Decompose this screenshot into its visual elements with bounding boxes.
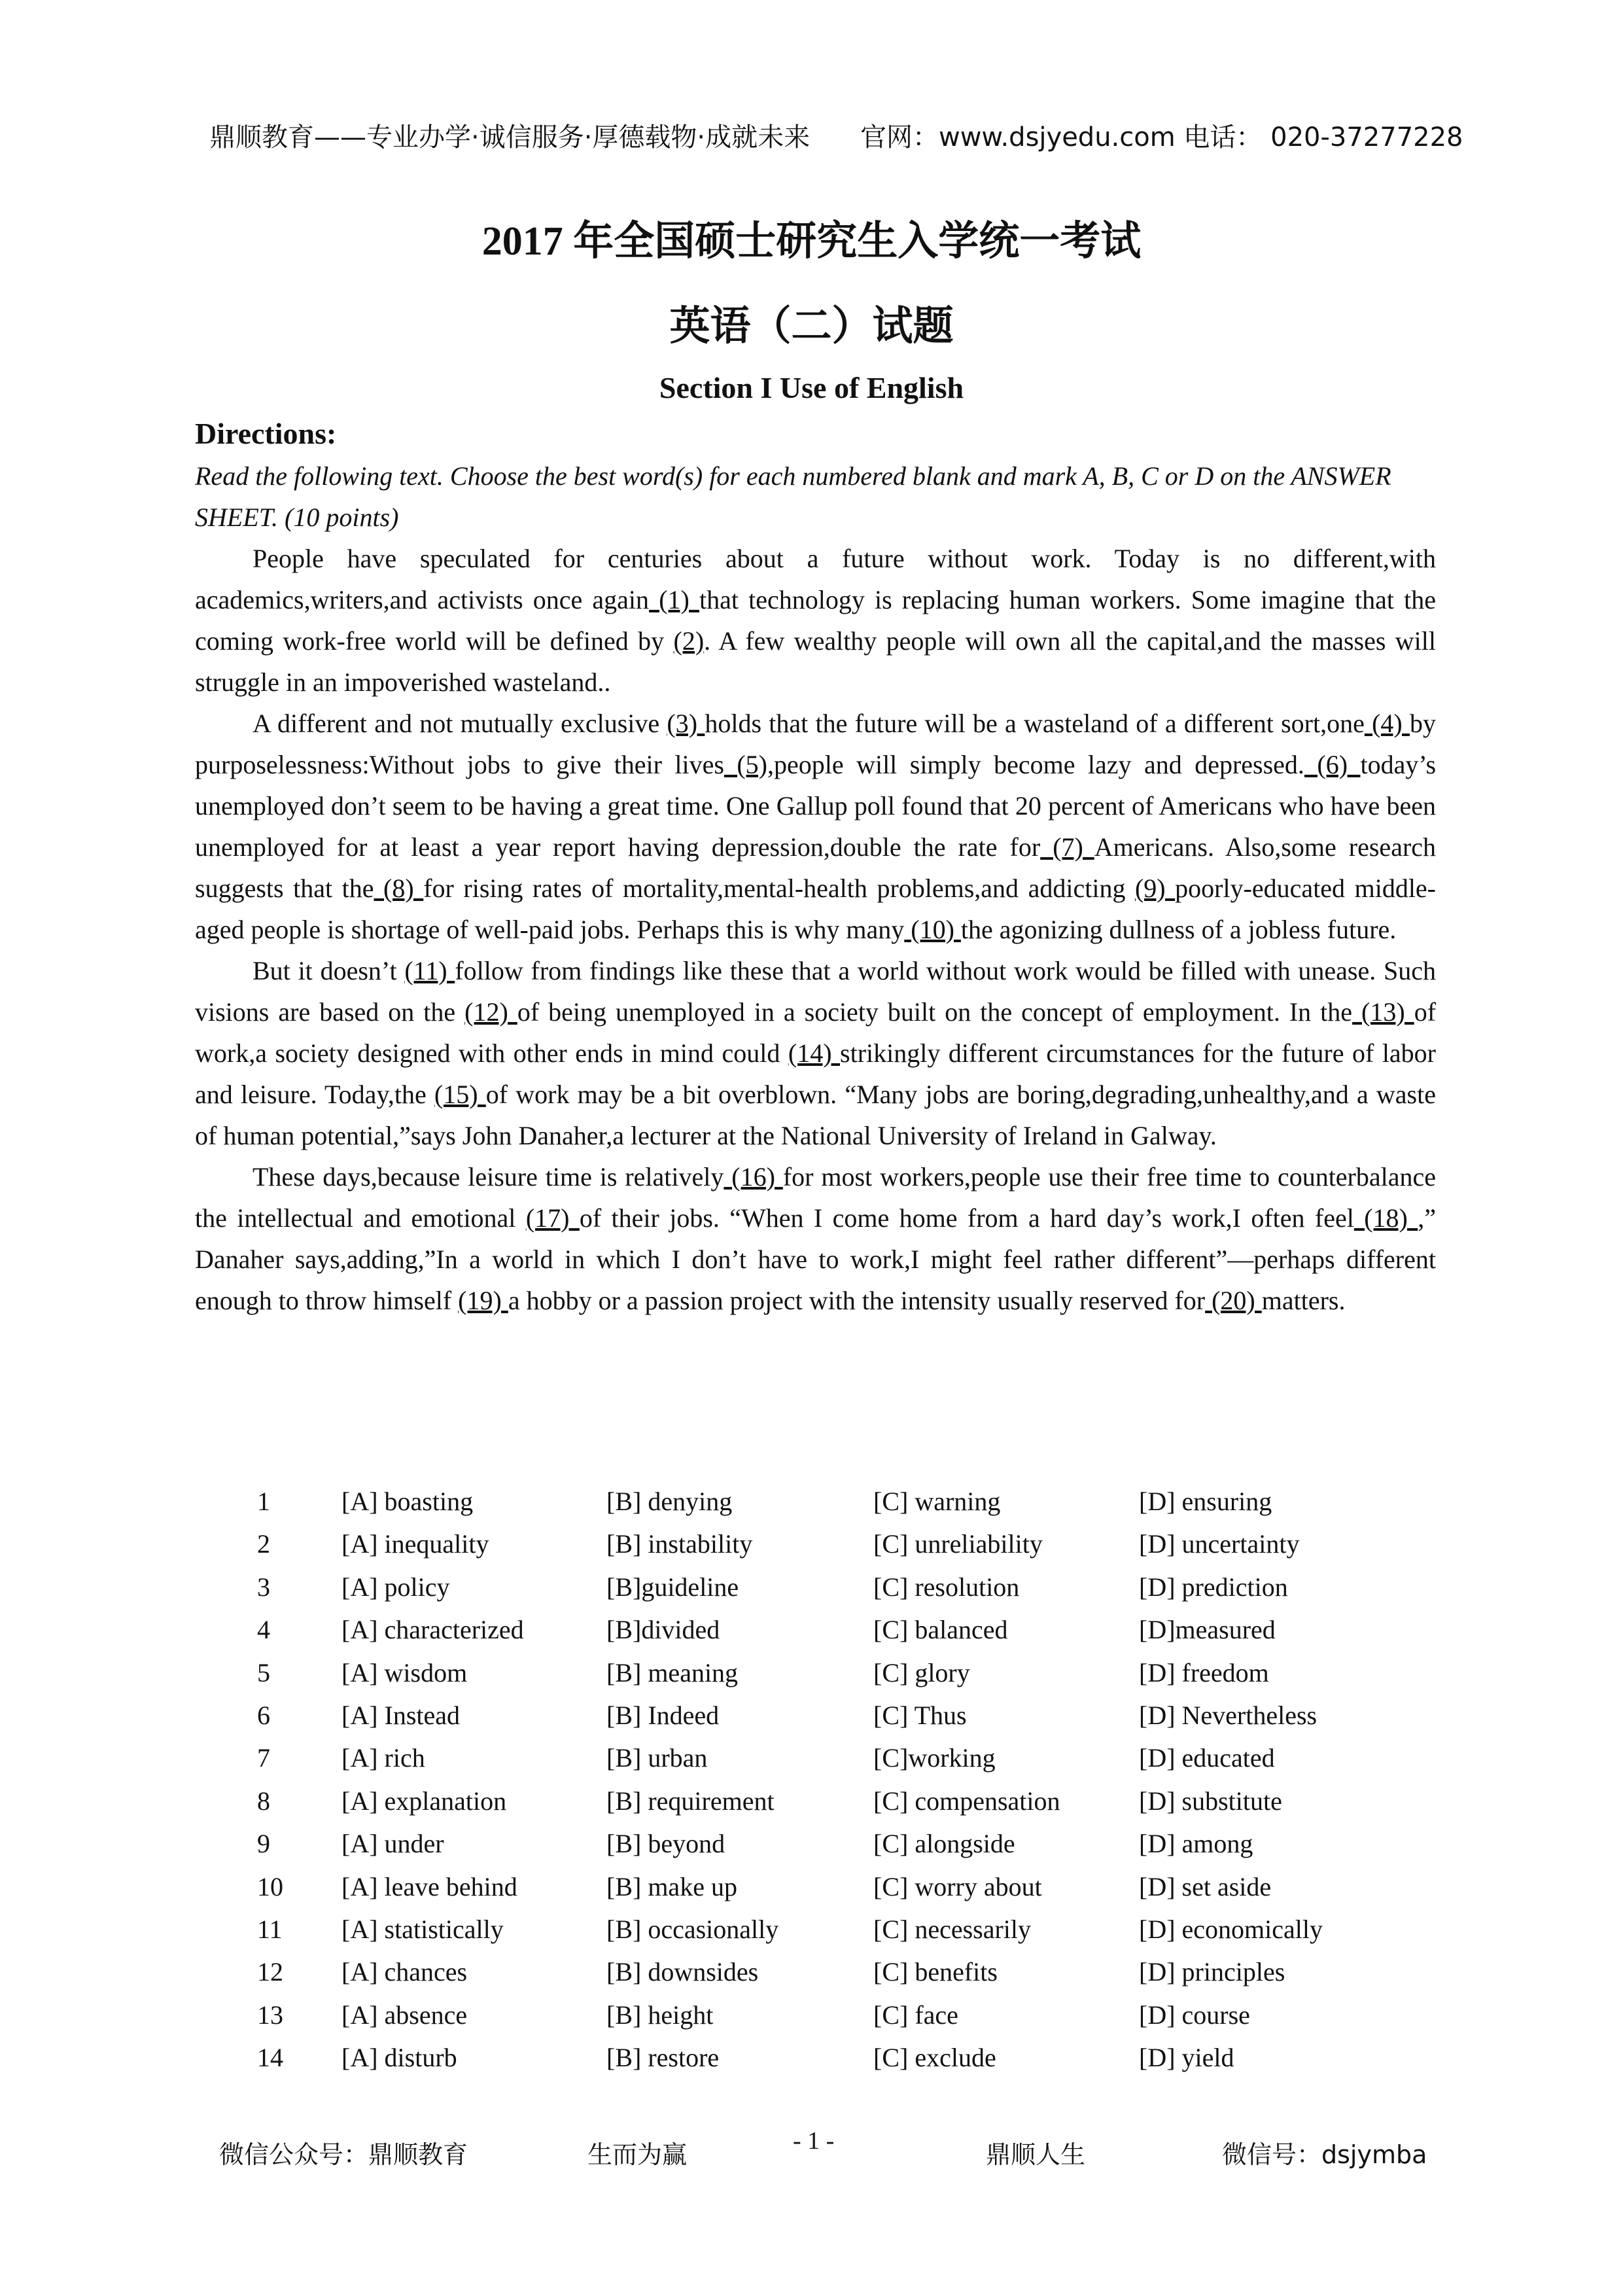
option-d: [D] uncertainty xyxy=(1139,1529,1300,1559)
page-footer xyxy=(0,2127,1623,2174)
blank-15: (15) xyxy=(434,1080,486,1109)
passage-text: These days,because leisure time is relatively xyxy=(253,1162,724,1192)
option-c: [C] warning xyxy=(873,1487,1001,1516)
option-c: [C] benefits xyxy=(873,1957,998,1987)
option-row xyxy=(195,2036,1436,2079)
question-number: 2 xyxy=(257,1529,270,1559)
blank-18: (18) xyxy=(1353,1203,1418,1233)
passage-text: for most workers,people use their free time to counterbalance the intellectual and emotional xyxy=(195,1162,1437,1233)
passage-text: holds that the future will be a wasteland of a different sort,one xyxy=(705,709,1365,738)
option-b: [B]guideline xyxy=(606,1572,739,1602)
passage-text: of being unemployed in a society built on the concept of employment. In the xyxy=(517,997,1353,1027)
header-contact: 官网：www.dsjyedu.com 电话： 020-37277228 xyxy=(860,122,1463,152)
page-number: - 1 - xyxy=(793,2127,835,2155)
option-a: [A] disturb xyxy=(341,2043,457,2073)
footer-wechat-account: 微信公众号：鼎顺教育 xyxy=(219,2140,468,2169)
option-a: [A] Instead xyxy=(341,1700,461,1730)
header-slogan: 鼎顺教育——专业办学·诚信服务·厚德载物·成就未来 xyxy=(209,122,811,152)
passage-text: for rising rates of mortality,mental-health problems,and addicting xyxy=(423,874,1135,903)
option-row xyxy=(195,1694,1436,1737)
blank-19: (19) xyxy=(458,1286,508,1315)
option-d: [D] course xyxy=(1139,2000,1250,2030)
option-a: [A] under xyxy=(341,1829,444,1859)
option-b: [B] height xyxy=(606,2000,714,2030)
passage-text: of their jobs. “When I come home from a hard day’s work,I often feel xyxy=(579,1203,1354,1233)
question-number: 14 xyxy=(257,2043,283,2073)
blank-4: (4) xyxy=(1364,709,1410,738)
blank-11: (11) xyxy=(404,956,455,985)
option-c: [C] face xyxy=(873,2000,958,2030)
option-row xyxy=(195,1780,1436,1822)
passage-text: that technology is replacing human workers. Some imagine that the coming work-free world will be defined by xyxy=(195,585,1436,656)
option-b: [B] occasionally xyxy=(606,1914,779,1944)
option-d: [D] among xyxy=(1139,1829,1253,1859)
passage-paragraph-2 xyxy=(195,703,1436,950)
blank-2: (2) xyxy=(673,626,705,656)
passage-text: of work,a society designed with other ends in mind could xyxy=(195,997,1437,1068)
option-d: [D] yield xyxy=(1139,2043,1234,2073)
option-b: [B] instability xyxy=(606,1529,753,1559)
question-number: 6 xyxy=(257,1700,270,1730)
directions-text: Read the following text. Choose the best word(s) for each numbered blank and mark A, B, C or D on the ANSWER SHEET. (10 points) xyxy=(195,461,1391,532)
blank-5: (5), xyxy=(724,750,774,779)
footer-slogan-2: 鼎顺人生 xyxy=(986,2140,1086,2169)
option-a: [A] explanation xyxy=(341,1786,507,1816)
blank-17: (17) xyxy=(525,1203,580,1233)
blank-12: (12) xyxy=(464,997,517,1027)
option-d: [D] educated xyxy=(1139,1743,1275,1773)
option-b: [B] meaning xyxy=(606,1657,739,1687)
question-number: 10 xyxy=(257,1871,283,1901)
blank-13: (13) xyxy=(1352,997,1414,1027)
option-a: [A] rich xyxy=(341,1743,425,1773)
question-number: 4 xyxy=(257,1615,270,1645)
question-number: 3 xyxy=(257,1572,270,1602)
option-b: [B] denying xyxy=(606,1487,733,1516)
option-b: [B] beyond xyxy=(606,1829,725,1859)
option-row xyxy=(195,1480,1436,1523)
directions-and-passage xyxy=(195,412,1436,1321)
option-a: [A] characterized xyxy=(341,1615,524,1645)
question-number: 9 xyxy=(257,1829,270,1859)
option-a: [A] leave behind xyxy=(341,1871,517,1901)
blank-3: (3) xyxy=(667,709,705,738)
question-number: 13 xyxy=(257,2000,283,2030)
option-a: [A] boasting xyxy=(341,1487,474,1516)
blank-7: (7) xyxy=(1040,832,1094,862)
footer-slogan-1: 生而为赢 xyxy=(587,2140,688,2169)
option-a: [A] policy xyxy=(341,1572,450,1602)
question-number: 7 xyxy=(257,1743,270,1773)
option-row xyxy=(195,1994,1436,2036)
option-row xyxy=(195,1523,1436,1565)
option-d: [D] ensuring xyxy=(1139,1487,1272,1516)
passage-text: a hobby or a passion project with the intensity usually reserved for xyxy=(508,1286,1206,1315)
passage-text: But it doesn’t xyxy=(253,956,405,985)
option-c: [C] exclude xyxy=(873,2043,996,2073)
directions-heading: Directions: xyxy=(195,417,337,450)
option-d: [D]measured xyxy=(1139,1615,1276,1645)
exam-title: 2017 年全国硕士研究生入学统一考试 xyxy=(481,219,1142,264)
option-d: [D] prediction xyxy=(1139,1572,1288,1602)
option-b: [B] make up xyxy=(606,1871,737,1901)
passage-text: of work may be a bit overblown. “Many jobs are boring,degrading,unhealthy,and a waste of human potential,”says John Danaher,a lecturer at the National University of Ireland in Galway. xyxy=(195,1080,1436,1150)
option-row xyxy=(195,1651,1436,1694)
option-c: [C] resolution xyxy=(873,1572,1020,1602)
option-a: [A] chances xyxy=(341,1957,468,1987)
question-number: 11 xyxy=(257,1914,283,1944)
blank-14: (14) xyxy=(788,1038,841,1068)
passage-paragraph-3 xyxy=(195,950,1436,1156)
passage-text: follow from findings like these that a world without work would be filled with unease. Such visions are based on the xyxy=(195,956,1436,1027)
answer-options-list xyxy=(195,1480,1436,2079)
option-c: [C] compensation xyxy=(873,1786,1060,1816)
option-a: [A] wisdom xyxy=(341,1657,468,1687)
option-row xyxy=(195,1951,1436,1993)
blank-16: (16) xyxy=(724,1162,783,1192)
passage-text: today’s unemployed don’t seem to be having a great time. One Gallup poll found that 20 percent of Americans who have been unemployed for at least a year report having depression,double the rate for xyxy=(195,750,1437,862)
blank-10: (10) xyxy=(904,915,961,944)
section-title: Section I Use of English xyxy=(659,371,964,404)
option-a: [A] statistically xyxy=(341,1914,504,1944)
option-c: [C]working xyxy=(873,1743,996,1773)
footer-wechat-id: 微信号：dsjymba xyxy=(1222,2140,1427,2169)
option-c: [C] necessarily xyxy=(873,1914,1032,1944)
option-c: [C] unreliability xyxy=(873,1529,1043,1559)
option-b: [B] downsides xyxy=(606,1957,759,1987)
passage-text: . A few wealthy people will own all the capital,and the masses will struggle in an impoverished wasteland.. xyxy=(195,626,1436,697)
option-b: [B] restore xyxy=(606,2043,720,2073)
question-number: 12 xyxy=(257,1957,283,1987)
option-d: [D] economically xyxy=(1139,1914,1323,1944)
passage-text: People have speculated for centuries about a future without work. Today is no different,with academics,writers,and activists once again xyxy=(195,544,1436,614)
passage-text: Americans. Also,some research suggests that the xyxy=(195,832,1437,903)
option-c: [C] balanced xyxy=(873,1615,1008,1645)
option-c: [C] glory xyxy=(873,1657,970,1687)
option-row xyxy=(195,1908,1436,1951)
option-d: [D] freedom xyxy=(1139,1657,1269,1687)
passage-text: strikingly different circumstances for the future of labor and leisure. Today,the xyxy=(195,1038,1437,1109)
option-d: [D] set aside xyxy=(1139,1871,1272,1901)
passage-text: by purposelessness:Without jobs to give their lives xyxy=(195,709,1437,779)
option-row xyxy=(195,1608,1436,1651)
passage-text: ,” Danaher says,adding,”In a world in which I don’t have to work,I might feel rather different”—perhaps different enough to throw himself xyxy=(195,1203,1437,1315)
option-b: [B] Indeed xyxy=(606,1700,720,1730)
question-number: 8 xyxy=(257,1786,270,1816)
blank-6: (6) xyxy=(1304,750,1361,779)
option-b: [B]divided xyxy=(606,1615,720,1645)
question-number: 5 xyxy=(257,1657,270,1687)
option-d: [D] principles xyxy=(1139,1957,1285,1987)
blank-1: (1) xyxy=(649,585,699,614)
option-b: [B] urban xyxy=(606,1743,708,1773)
option-d: [D] substitute xyxy=(1139,1786,1282,1816)
passage-text: matters. xyxy=(1261,1286,1346,1315)
option-a: [A] inequality xyxy=(341,1529,489,1559)
option-c: [C] Thus xyxy=(873,1700,967,1730)
option-a: [A] absence xyxy=(341,2000,468,2030)
option-row xyxy=(195,1737,1436,1779)
option-c: [C] worry about xyxy=(873,1871,1042,1901)
option-c: [C] alongside xyxy=(873,1829,1015,1859)
blank-8: (8) xyxy=(374,874,424,903)
option-row xyxy=(195,1566,1436,1608)
option-b: [B] requirement xyxy=(606,1786,775,1816)
blank-20: (20) xyxy=(1205,1286,1262,1315)
passage-text: people will simply become lazy and depressed. xyxy=(774,750,1304,779)
passage-text: the agonizing dullness of a jobless future. xyxy=(960,915,1397,944)
question-number: 1 xyxy=(257,1487,270,1516)
passage-paragraph-4 xyxy=(195,1156,1436,1321)
exam-subtitle: 英语（二）试题 xyxy=(669,304,954,349)
blank-9: (9) xyxy=(1134,874,1176,903)
passage-paragraph-1 xyxy=(195,538,1436,703)
option-row xyxy=(195,1865,1436,1908)
passage-text: poorly-educated middle-aged people is shortage of well-paid jobs. Perhaps this is why many xyxy=(195,874,1437,944)
passage-text: A different and not mutually exclusive xyxy=(253,709,667,738)
option-row xyxy=(195,1822,1436,1865)
option-d: [D] Nevertheless xyxy=(1139,1700,1318,1730)
